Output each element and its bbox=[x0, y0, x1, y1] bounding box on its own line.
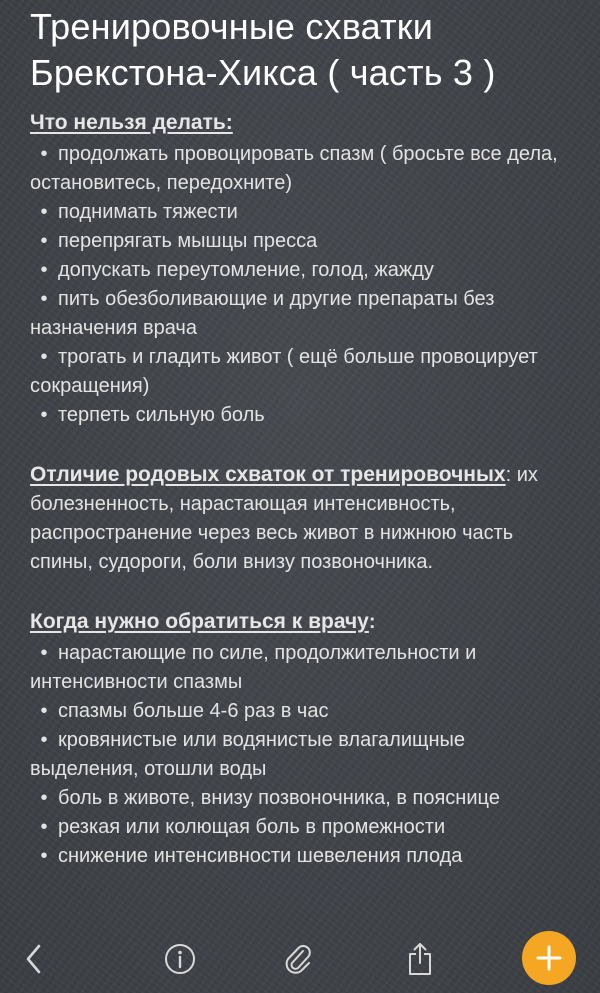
bullet: • bbox=[40, 259, 48, 281]
list-item-text: допускать переутомление, голод, жажду bbox=[58, 259, 434, 281]
list-item bbox=[30, 285, 578, 343]
bullet: • bbox=[40, 404, 48, 426]
list-item bbox=[30, 726, 578, 784]
back-button[interactable] bbox=[10, 935, 58, 983]
note-body[interactable] bbox=[30, 108, 578, 871]
list-item-text: пить обезболивающие и другие препараты без назначения врача bbox=[30, 288, 495, 339]
bullet: • bbox=[40, 288, 48, 310]
list-item bbox=[30, 343, 578, 401]
section-when-doctor bbox=[30, 607, 578, 637]
list-item-text: снижение интенсивности шевеления плода bbox=[58, 845, 463, 867]
list-item-text: резкая или колющая боль в промежности bbox=[58, 816, 446, 838]
info-icon bbox=[163, 942, 197, 976]
attach-button[interactable] bbox=[274, 935, 322, 983]
spacer bbox=[30, 577, 578, 607]
section-heading: Отличие родовых схваток от тренировочных bbox=[30, 463, 506, 486]
list-item bbox=[30, 256, 578, 285]
bullet: • bbox=[40, 201, 48, 223]
bullet: • bbox=[40, 143, 48, 165]
list-item bbox=[30, 140, 578, 198]
add-note-button[interactable] bbox=[522, 931, 576, 985]
list-item-text: кровянистые или водянистые влагалищные выделения, отошли воды bbox=[30, 729, 466, 780]
list-item bbox=[30, 401, 578, 430]
spacer bbox=[30, 430, 578, 460]
list-item bbox=[30, 813, 578, 842]
share-icon bbox=[405, 941, 435, 977]
list-item-text: трогать и гладить живот ( ещё больше провоцирует сокращения) bbox=[30, 346, 538, 397]
list-item-text: спазмы больше 4-6 раз в час bbox=[58, 700, 329, 722]
doctor-list bbox=[30, 639, 578, 871]
section-difference bbox=[30, 460, 578, 577]
heading-colon: : bbox=[368, 611, 376, 633]
bullet: • bbox=[40, 845, 48, 867]
chevron-left-icon bbox=[22, 943, 46, 975]
list-item-text: терпеть сильную боль bbox=[58, 404, 265, 426]
list-item-text: поднимать тяжести bbox=[58, 201, 238, 223]
list-item bbox=[30, 639, 578, 697]
list-item bbox=[30, 842, 578, 871]
bullet: • bbox=[40, 230, 48, 252]
bullet: • bbox=[40, 816, 48, 838]
paperclip-icon bbox=[282, 942, 314, 976]
list-item-text: перепрягать мышцы пресса bbox=[58, 230, 318, 252]
list-item-text: боль в животе, внизу позвоночника, в пояснице bbox=[58, 787, 500, 809]
list-item bbox=[30, 697, 578, 726]
list-item-text: нарастающие по силе, продолжительности и интенсивности спазмы bbox=[30, 642, 477, 693]
bullet: • bbox=[40, 787, 48, 809]
plus-icon bbox=[535, 944, 563, 972]
bullet: • bbox=[40, 700, 48, 722]
bottom-toolbar bbox=[0, 925, 600, 993]
section-heading: Что нельзя делать: bbox=[30, 111, 233, 134]
note-title[interactable]: Тренировочные схватки Брекстона-Хикса ( часть 3 ) bbox=[30, 6, 496, 93]
list-item bbox=[30, 784, 578, 813]
bullet: • bbox=[40, 729, 48, 751]
list-item bbox=[30, 227, 578, 256]
bullet: • bbox=[40, 642, 48, 664]
list-item-text: продолжать провоцировать спазм ( бросьте все дела, остановитесь, передохните) bbox=[30, 143, 558, 194]
bullet: • bbox=[40, 346, 48, 368]
prohibited-list bbox=[30, 140, 578, 430]
section-heading: Когда нужно обратиться к врачу bbox=[30, 610, 369, 633]
section-text: : их болезненность, нарастающая интенсивность, распространение через весь живот в нижнюю часть спины, судороги, боли внизу позвоночника. bbox=[30, 464, 538, 573]
section-prohibited bbox=[30, 108, 578, 138]
list-item bbox=[30, 198, 578, 227]
share-button[interactable] bbox=[396, 935, 444, 983]
info-button[interactable] bbox=[156, 935, 204, 983]
